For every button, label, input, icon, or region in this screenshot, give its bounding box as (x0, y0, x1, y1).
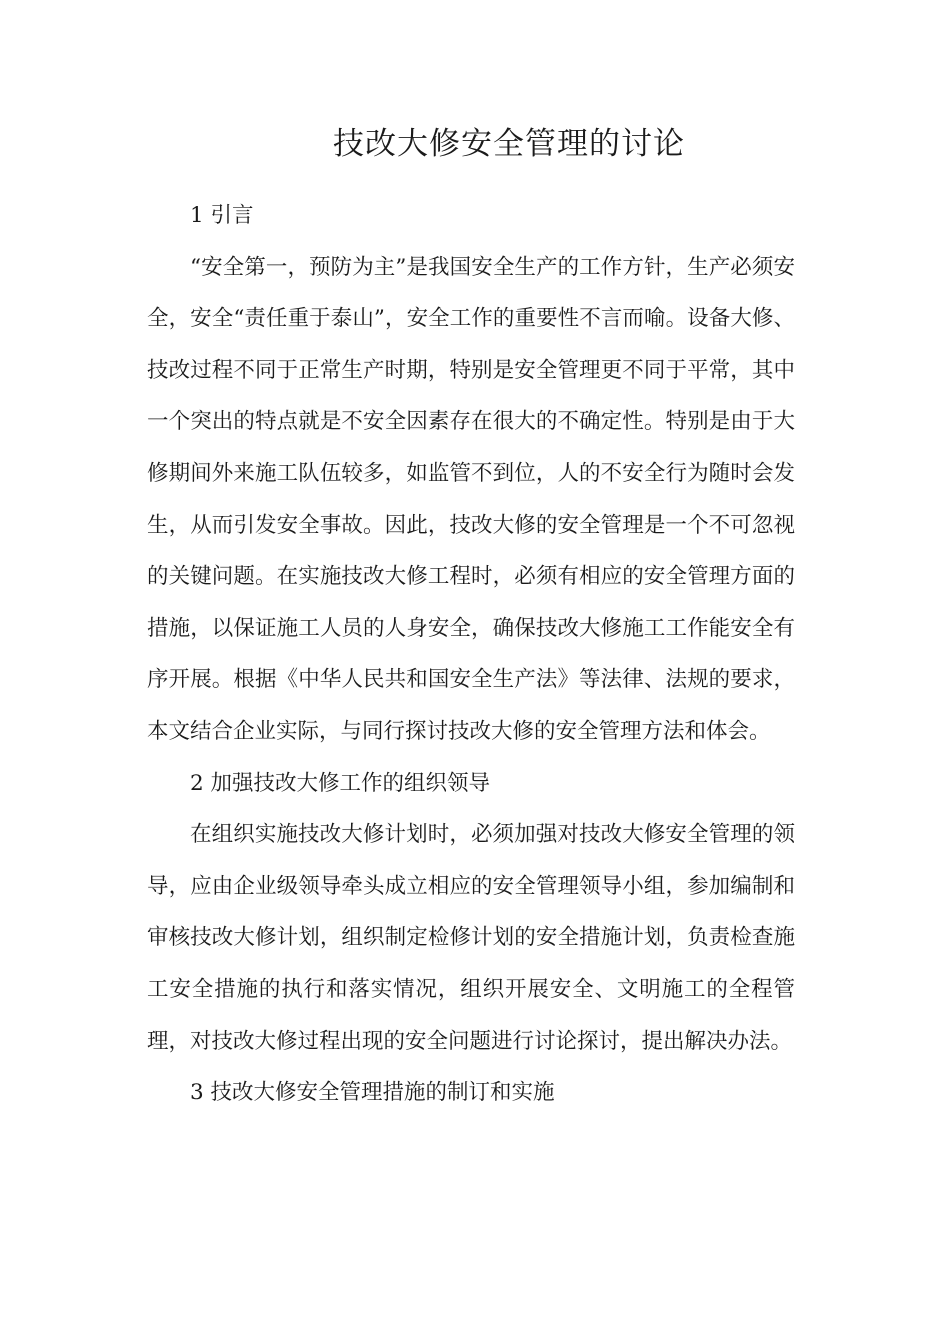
document-body (147, 190, 795, 1119)
section-heading: 2 加强技改大修工作的组织领导 (190, 770, 491, 796)
section-heading: 3 技改大修安全管理措施的制订和实施 (190, 1080, 555, 1106)
document-title: 技改大修安全管理的讨论 (333, 126, 685, 162)
paragraph: 在组织实施技改大修计划时，必须加强对技改大修安全管理的领导，应由企业级领导牵头成立相应的安全管理领导小组，参加编制和审核技改大修计划，组织制定检修计划的安全措施计划，负责检查施工安全措施的执行和落实情况，组织开展安全、文明施工的全程管理，对技改大修过程出现的安全问题进行讨论探讨，提出解决办法。 (147, 822, 795, 1054)
paragraph: “安全第一，预防为主”是我国安全生产的工作方针，生产必须安全，安全“责任重于泰山”，安全工作的重要性不言而喻。设备大修、技改过程不同于正常生产时期，特别是安全管理更不同于平常，其中一个突出的特点就是不安全因素存在很大的不确定性。特别是由于大修期间外来施工队伍较多，如监管不到位，人的不安全行为随时会发生，从而引发安全事故。因此，技改大修的安全管理是一个不可忽视的关键问题。在实施技改大修工程时，必须有相应的安全管理方面的措施，以保证施工人员的人身安全，确保技改大修施工工作能安全有序开展。根据《中华人民共和国安全生产法》等法律、法规的要求，本文结合企业实际，与同行探讨技改大修的安全管理方法和体会。 (147, 254, 795, 744)
section-heading: 1 引言 (190, 203, 254, 228)
